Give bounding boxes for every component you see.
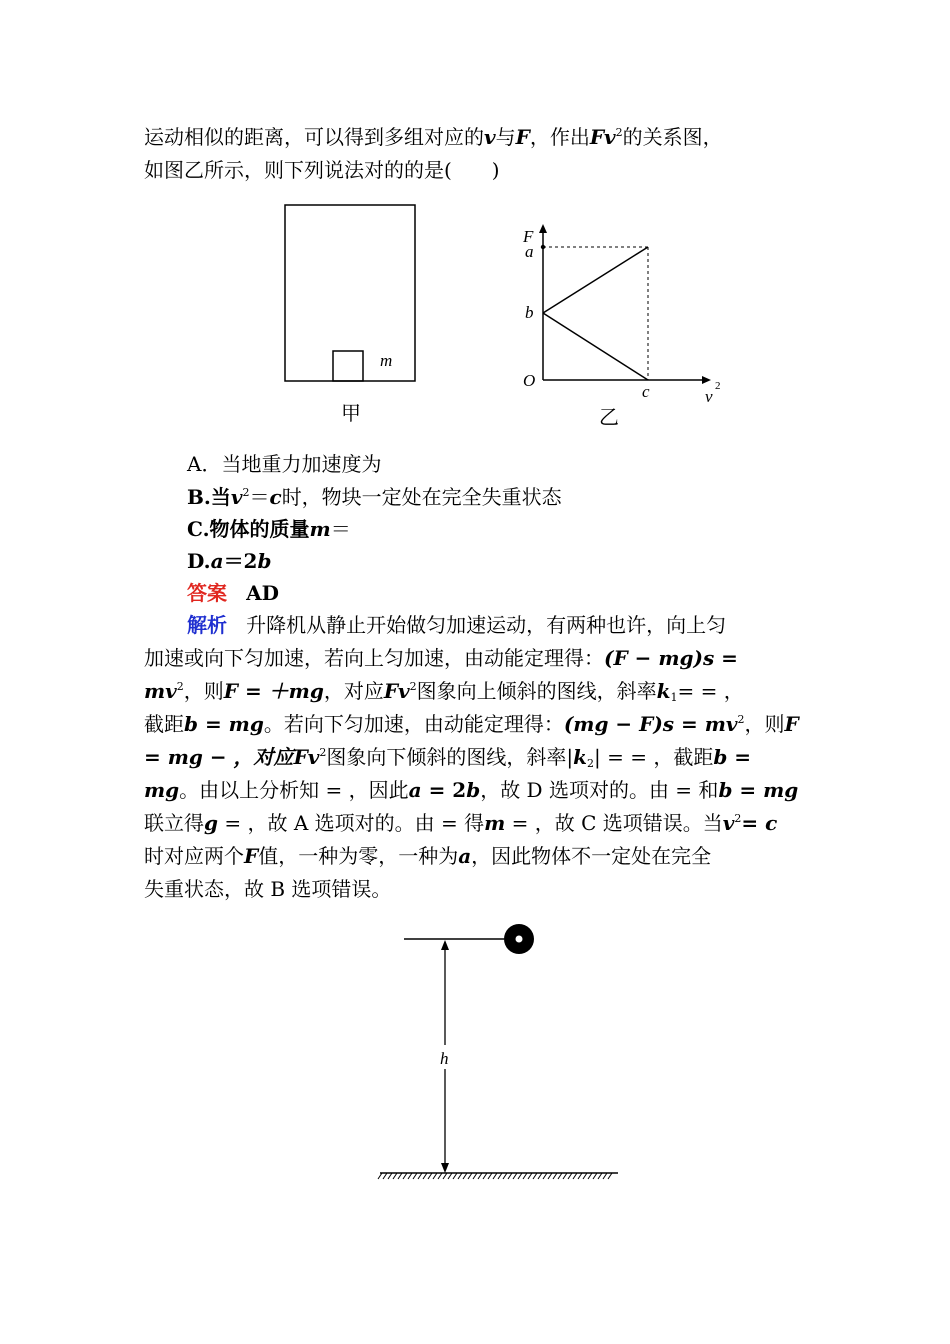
analysis-line-2: 加速或向下匀加速，若向上匀加速，由动能定理得：(F − mg)s = (144, 646, 738, 670)
hatch-mark (393, 1173, 397, 1179)
label-b: b (525, 303, 534, 322)
origin-label: O (523, 371, 536, 390)
ground-hatching (378, 1173, 612, 1179)
question-intro-line-1: 运动相似的距离，可以得到多组对应的v与F，作出Fv$^2$的关系图， (144, 125, 723, 149)
ball-center (516, 936, 523, 943)
y-axis-arrow (539, 224, 547, 233)
hatch-mark (538, 1173, 542, 1179)
hatch-mark (588, 1173, 592, 1179)
hatch-mark (418, 1173, 422, 1179)
label-c: c (642, 382, 650, 401)
bottom-figure (370, 915, 630, 1185)
hatch-mark (483, 1173, 487, 1179)
figure-yi-caption: 乙 (599, 407, 619, 429)
hatch-mark (428, 1173, 432, 1179)
hatch-mark (413, 1173, 417, 1179)
option-a: A．当地重力加速度为 (187, 452, 382, 476)
hatch-mark (543, 1173, 547, 1179)
hatch-mark (558, 1173, 562, 1179)
hatch-mark (383, 1173, 387, 1179)
hatch-mark (513, 1173, 517, 1179)
hatch-mark (523, 1173, 527, 1179)
analysis-line-9: 失重状态，故 B 选项错误。 (144, 877, 392, 901)
analysis-line-6: mg。由以上分析知 = ，因此a = 2b，故 D 选项对的。由 = 和b = mg (144, 778, 799, 802)
hatch-mark (388, 1173, 392, 1179)
hatch-mark (488, 1173, 492, 1179)
hatch-mark (453, 1173, 457, 1179)
figure-jia-caption: 甲 (341, 403, 361, 425)
x-axis-label: v (705, 387, 713, 406)
analysis-line-1: 解析 升降机从静止开始做匀加速运动，有两种也许，向上匀 (187, 613, 727, 637)
answer-value: AD (246, 581, 279, 605)
hatch-mark (528, 1173, 532, 1179)
analysis-line-4: 截距b = mg。若向下匀加速，由动能定理得：$(mg - F)s = mv^2$，则F (144, 712, 799, 736)
hatch-mark (548, 1173, 552, 1179)
hatch-mark (508, 1173, 512, 1179)
x-axis-label-sup: 2 (715, 380, 721, 392)
figure-jia (270, 196, 430, 431)
hatch-mark (473, 1173, 477, 1179)
hatch-mark (468, 1173, 472, 1179)
hatch-mark (608, 1173, 612, 1179)
label-a: a (525, 242, 534, 261)
hatch-mark (463, 1173, 467, 1179)
hatch-mark (423, 1173, 427, 1179)
downward-line (543, 313, 648, 380)
height-label: h (440, 1049, 449, 1068)
analysis-line-5: = mg − ，对应Fv$^2$图象向下倾斜的图线，斜率$|k_2|$ = = ，截距b = (144, 745, 752, 770)
hatch-mark (563, 1173, 567, 1179)
answer-label: 答案 (187, 581, 227, 605)
hatch-mark (443, 1173, 447, 1179)
option-b: B.当$v^2=c$时，物块一定处在完全失重状态 (187, 485, 562, 509)
hatch-mark (438, 1173, 442, 1179)
upward-line (543, 247, 648, 313)
hatch-mark (603, 1173, 607, 1179)
elevator-box (285, 205, 415, 381)
hatch-mark (598, 1173, 602, 1179)
question-intro-line-2: 如图乙所示，则下列说法对的的是( ) (144, 158, 500, 182)
hatch-mark (458, 1173, 462, 1179)
mass-label: m (380, 351, 393, 370)
mass-block (333, 351, 363, 381)
hatch-mark (493, 1173, 497, 1179)
option-c: C.物体的质量m＝ (187, 517, 351, 541)
height-arrow-up (441, 940, 449, 950)
hatch-mark (573, 1173, 577, 1179)
hatch-mark (503, 1173, 507, 1179)
analysis-line-3: $mv^2$，则F = ＋mg，对应Fv$^2$图象向上倾斜的图线，斜率$k_1=$ = ， (144, 679, 744, 704)
hatch-mark (448, 1173, 452, 1179)
height-arrow-down (441, 1163, 449, 1173)
point-a (541, 245, 545, 249)
analysis-label: 解析 (187, 613, 227, 637)
y-axis-label: F (523, 227, 534, 246)
figure-yi (515, 220, 730, 430)
hatch-mark (478, 1173, 482, 1179)
hatch-mark (518, 1173, 522, 1179)
analysis-line-8: 时对应两个F值，一种为零，一种为a，因此物体不一定处在完全 (144, 844, 712, 868)
hatch-mark (378, 1173, 382, 1179)
hatch-mark (553, 1173, 557, 1179)
hatch-mark (398, 1173, 402, 1179)
analysis-line-7: 联立得g = ，故 A 选项对的。由 = 得m = ，故 C 选项错误。当$v^2= c$ (144, 811, 778, 835)
hatch-mark (583, 1173, 587, 1179)
hatch-mark (578, 1173, 582, 1179)
option-d: D.a＝2b (187, 549, 272, 573)
hatch-mark (568, 1173, 572, 1179)
x-axis-arrow (702, 376, 711, 384)
hatch-mark (593, 1173, 597, 1179)
answer-line (187, 580, 279, 606)
hatch-mark (498, 1173, 502, 1179)
hatch-mark (403, 1173, 407, 1179)
hatch-mark (433, 1173, 437, 1179)
hatch-mark (533, 1173, 537, 1179)
hatch-mark (408, 1173, 412, 1179)
